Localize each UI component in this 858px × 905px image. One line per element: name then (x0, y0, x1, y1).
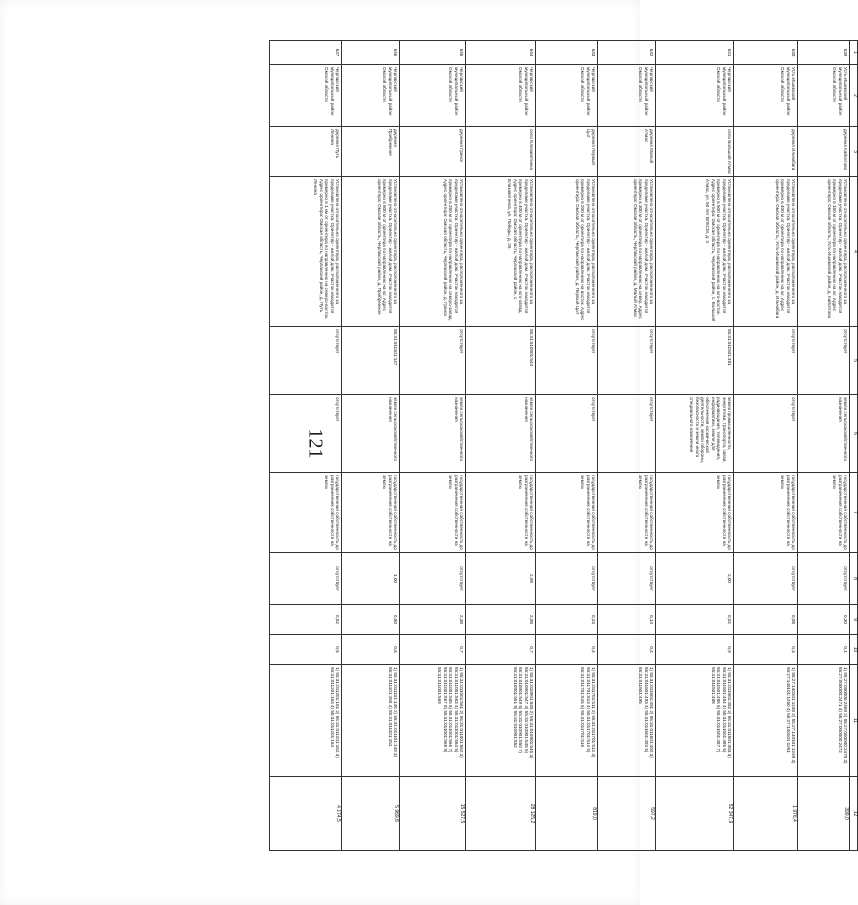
location-description-cell: Установлено относительно ориентира, расположенного за пределами участка. Ориентир - жилой дом. Участок находится примерно в 400 м от ориентира по направлению на юго-запад. Адрес ориентира: Омская область, Черлакский район, с. Елизаветинка, ул. Победы, д. 25 (466, 177, 536, 327)
area-total-cell: отсутствует (270, 553, 342, 605)
location-description-cell: Установлено относительно ориентира, расположенного за пределами участка. Ориентир - жилой дом. Участок находится примерно в 300 м от ориентира по направлению на север. Адрес ориентира: Омская область, Черлакский район, д. Малый Атмас (598, 177, 656, 327)
ownership-form-cell: государственная собственность до разграничения собственности на землю (598, 473, 656, 553)
settlement-cell: село Большой Атмас (656, 127, 734, 177)
municipal-district-cell: Черлакский муниципальный район Омской области (656, 65, 734, 127)
amount-cell: 597,2 (598, 777, 656, 851)
coefficient-cell: 0,7 (400, 635, 466, 665)
settlement-cell: деревня Кайсятово (798, 127, 850, 177)
table-row (466, 41, 536, 851)
area-total-cell: отсутствует (536, 553, 598, 605)
area-total-cell: отсутствует (734, 553, 798, 605)
settlement-cell: деревня Малый Атмас (598, 127, 656, 177)
location-description-cell: Установлено относительно ориентира, расположенного за пределами участка. Ориентир - жилой дом. Участок находится примерно в 250 м от ориентира по направлению на северо-запад. Адрес ориентира: Омская область, Черлакский район, д. Гринск (400, 177, 466, 327)
land-plots-table (269, 40, 858, 851)
amount-cell: 5 969,8 (342, 777, 400, 851)
municipal-district-cell: Усть-Ишимский муниципальный район Омской области (734, 65, 798, 127)
adjacent-plots-cell: 1) 55:31:011001:561 2) 55:31:011001:562 3) 55:31:011001:563 4) 55:31:011001:564 5) 55:31:011001:565 6) 55:31:011001:566 7) 55:31:011001:567 8) 55:31:011001:568 9) 55:31:011001:569 (400, 665, 466, 777)
cadastral-number-cell: отсутствует (734, 327, 798, 395)
coefficient-cell: 0,6 (342, 635, 400, 665)
cadastral-number-cell: отсутствует (400, 327, 466, 395)
municipal-district-cell: Черлакский муниципальный район Омской области (466, 65, 536, 127)
coefficient-cell: 0,7 (466, 635, 536, 665)
amount-cell: 4 174,5 (270, 777, 342, 851)
land-category-cell: отсутствует (734, 395, 798, 473)
column-header: 6 (850, 395, 858, 473)
cadastral-number-cell: отсутствует (536, 327, 598, 395)
row-number-cell: 647 (270, 41, 342, 65)
row-number-cell: 643 (536, 41, 598, 65)
adjacent-plots-cell: 1) 55:31:011601:491 2) 55:31:011601:492 3) 55:31:011601:493 4) 55:31:011601:494 5) 55:31:011601:495 (598, 665, 656, 777)
ownership-form-cell: государственная собственность до разграничения собственности на землю (536, 473, 598, 553)
amount-cell: 819,0 (536, 777, 598, 851)
area-total-cell: отсутствует (798, 553, 850, 605)
area-total-cell: отсутствует (598, 553, 656, 605)
cadastral-number-cell: отсутствует (598, 327, 656, 395)
rotated-table-area (48, 40, 858, 850)
adjacent-plots-cell: 1) 55:31:011501:482 2) 55:31:011501:483 3) 55:31:011501:484 4) 55:31:011501:485 5) 55:31:011501:486 6) 55:31:011501:487 7) 55:31:011501:488 (656, 665, 734, 777)
column-header: 11 (850, 665, 858, 777)
municipal-district-cell: Черлакский муниципальный район Омской области (598, 65, 656, 127)
amount-cell: 399,0 (798, 777, 850, 851)
area-total-cell: 1,00 (342, 553, 400, 605)
settlement-cell: деревня Ильчибага (734, 127, 798, 177)
land-category-cell: отсутствует (598, 395, 656, 473)
coefficient-cell: 0,3 (734, 635, 798, 665)
table-row (536, 41, 598, 851)
ownership-form-cell: государственная собственность до разграничения собственности на землю (798, 473, 850, 553)
location-description-cell: Установлено относительно ориентира, расположенного за пределами участка. Ориентир - жилой дом. Участок находится примерно в 200 м от ориентира по направлению на восток. Адрес ориентира: Омская область, Черлакский район, д. Первый Цыт (536, 177, 598, 327)
area-total-cell: 2,98 (466, 553, 536, 605)
location-description-cell: Установлено относительно ориентира, расположенного за пределами участка. Ориентир - жилой дом. Участок находится примерно в 1 км от ориентира по направлению на северо-восток. Адрес ориентира: Омская область, Черлакский район, д. Путь Ленина (270, 177, 342, 327)
land-category-cell: земли промышленности, энергетики, транспорта, связи, радиовещания, телевидения, информатики, земли для обеспечения космической деятельности, земли обороны, безопасности и земли иного специального назначения (656, 395, 734, 473)
location-description-cell: Установлено относительно ориентира, расположенного за пределами участка. Ориентир - жилой дом. Участок находится примерно в 500 м от ориентира по направлению на юго-восток. Адрес ориентира: Омская область, Черлакский район, с. Большой Атмас, ул. 50 лет ВЛКСМ, д. 4 (656, 177, 734, 327)
page-number: 121 (304, 428, 327, 459)
location-description-cell: Установлено относительно ориентира, расположенного за пределами участка. Ориентир - жилой дом. Участок находится примерно в 400 м от ориентира по направлению на юг. Адрес ориентира: Омская область, Усть-Ишимский район, д. Ильчибага (734, 177, 798, 327)
column-header: 5 (850, 327, 858, 395)
amount-cell: 28 125,2 (466, 777, 536, 851)
municipal-district-cell: Черлакский муниципальный район Омской области (400, 65, 466, 127)
coefficient-cell: 0,4 (536, 635, 598, 665)
amount-cell: 52 347,9 (656, 777, 734, 851)
cadastral-number-cell: 55:31:011101:147 (342, 327, 400, 395)
cadastral-number-cell: отсутствует (798, 327, 850, 395)
municipal-district-cell: Усть-Ишимский муниципальный район Омской области (798, 65, 850, 127)
area-value-cell: 0,23 (536, 605, 598, 635)
row-number-cell: 640 (734, 41, 798, 65)
ownership-form-cell: государственная собственность до разграничения собственности на землю (734, 473, 798, 553)
ownership-form-cell: государственная собственность до разграничения собственности на землю (466, 473, 536, 553)
area-value-cell: 0,02 (656, 605, 734, 635)
column-header: 4 (850, 177, 858, 327)
table-row (400, 41, 466, 851)
table-row (270, 41, 342, 851)
column-header: 2 (850, 65, 858, 127)
table-row (342, 41, 400, 851)
adjacent-plots-cell: 1) 55:31:011201:161 2) 55:31:011201:162 3) 55:31:011201:163 4) 55:31:011201:164 (270, 665, 342, 777)
location-description-cell: Установлено относительно ориентира, расположенного за пределами участка. Ориентир - жилой дом. Участок находится примерно в 150 м от ориентира по направлению на юг. Адрес ориентира: Омская область, Усть-Ишимский район, д. Кайсятово (798, 177, 850, 327)
coefficient-cell: 0,9 (656, 635, 734, 665)
column-header: 8 (850, 553, 858, 605)
area-value-cell: 0,80 (342, 605, 400, 635)
row-number-cell: 646 (342, 41, 400, 65)
settlement-cell: деревня Прибрежное (342, 127, 400, 177)
settlement-cell: село Елизаветинка (466, 127, 536, 177)
area-total-cell: отсутствует (400, 553, 466, 605)
settlement-cell: деревня Гринск (400, 127, 466, 177)
settlement-cell: деревня Первый Цыт (536, 127, 598, 177)
column-header: 10 (850, 635, 858, 665)
adjacent-plots-cell: 1) 55:31:011101:148 2) 55:31:011101:149 3) 55:31:011101:150 4) 55:31:011101:151 (342, 665, 400, 777)
adjacent-plots-cell: 1) 55:27:000000:2469 2) 55:27:000000:2470 3) 55:27:000000:2471 4) 55:27:000000:2472 (798, 665, 850, 777)
municipal-district-cell: Черлакский муниципальный район Омской области (342, 65, 400, 127)
row-number-cell: 641 (656, 41, 734, 65)
settlement-cell: деревня Путь Ленина (270, 127, 342, 177)
coefficient-cell: 0,4 (598, 635, 656, 665)
row-number-cell: 642 (598, 41, 656, 65)
cadastral-number-cell: 55:31:010901:544 (466, 327, 536, 395)
amount-cell: 1 976,4 (734, 777, 798, 851)
land-category-cell: земли сельскохозяйственного назначения (466, 395, 536, 473)
amount-cell: 15 527,5 (400, 777, 466, 851)
area-value-cell: 0,08 (734, 605, 798, 635)
area-value-cell: 0,30 (798, 605, 850, 635)
coefficient-cell: 0,5 (270, 635, 342, 665)
municipal-district-cell: Черлакский муниципальный район Омской области (536, 65, 598, 127)
adjacent-plots-cell: 1) 55:27:140101:1248 2) 55:27:140101:1249 3) 55:27:140101:1250 4) 55:27:140101:1251 (734, 665, 798, 777)
land-category-cell: земли сельскохозяйственного назначения (400, 395, 466, 473)
area-value-cell: 0,14 (598, 605, 656, 635)
row-number-cell: 645 (400, 41, 466, 65)
row-number-cell: 644 (466, 41, 536, 65)
municipal-district-cell: Черлакский муниципальный район Омской области (270, 65, 342, 127)
ownership-form-cell: государственная собственность до разграничения собственности на землю (270, 473, 342, 553)
area-value-cell: 0,62 (270, 605, 342, 635)
ownership-form-cell: государственная собственность до разграничения собственности на землю (400, 473, 466, 553)
table-row (598, 41, 656, 851)
land-category-cell: отсутствует (536, 395, 598, 473)
area-value-cell: 2,38 (400, 605, 466, 635)
coefficient-cell: 0,1 (798, 635, 850, 665)
table-body (270, 41, 850, 851)
table-row (798, 41, 850, 851)
area-value-cell: 2,98 (466, 605, 536, 635)
land-category-cell: земли сельскохозяйственного назначения (342, 395, 400, 473)
row-number-cell: 639 (798, 41, 850, 65)
land-category-cell: земли сельскохозяйственного назначения (798, 395, 850, 473)
land-category-cell: отсутствует (270, 395, 342, 473)
adjacent-plots-cell: 1) 55:31:011701:511 2) 55:31:011701:512 3) 55:31:011701:513 4) 55:31:011701:514 5) 55:31:011701:515 6) 55:31:011701:516 (536, 665, 598, 777)
column-number-row (850, 41, 858, 851)
column-header: 7 (850, 473, 858, 553)
table-row (734, 41, 798, 851)
location-description-cell: Установлено относительно ориентира, расположенного за пределами участка. Ориентир - жилой дом. Участок находится примерно в 600 м от ориентира по направлению на юг. Адрес ориентира: Омская область, Черлакский район, д. Прибрежное (342, 177, 400, 327)
table-row (656, 41, 734, 851)
cadastral-number-cell: отсутствует (270, 327, 342, 395)
column-header: 3 (850, 127, 858, 177)
ownership-form-cell: государственная собственность до разграничения собственности на землю (656, 473, 734, 553)
cadastral-number-cell: 55:31:011501:481 (656, 327, 734, 395)
column-header: 1 (850, 41, 858, 65)
area-total-cell: 2,00 (656, 553, 734, 605)
ownership-form-cell: государственная собственность до разграничения собственности на землю (342, 473, 400, 553)
column-header: 9 (850, 605, 858, 635)
adjacent-plots-cell: 1) 55:31:010901:545 2) 55:31:010901:546 3) 55:31:010901:547 4) 55:31:010901:548 5) 55:31:010901:549 6) 55:31:010901:550 7) 55:31:010901:551 8) 55:31:010901:552 (466, 665, 536, 777)
column-header: 12 (850, 777, 858, 851)
